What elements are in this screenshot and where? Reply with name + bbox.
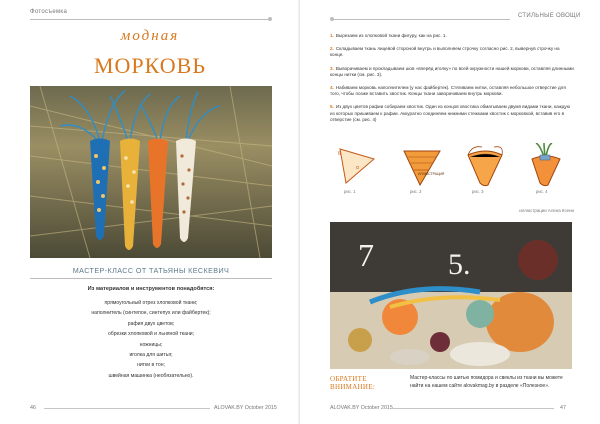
- dim-label: 6: [338, 151, 341, 157]
- step-item: 1. Вырезаем из хлопковой ткани фигуру, как на рис. 1.: [330, 33, 447, 38]
- materials-list: [30, 298, 272, 381]
- figure-caption: рис. 1: [344, 189, 356, 194]
- angle-label: α: [356, 165, 359, 171]
- footer-rule: [392, 408, 554, 409]
- list-item: прямоугольный отрез хлопковой ткани;: [104, 300, 198, 306]
- title-big: МОРКОВЬ: [93, 53, 206, 78]
- carrots-photo: [30, 86, 272, 258]
- header-rule: [30, 19, 270, 20]
- illustration-credit: иллюстрации Алена Ксени: [519, 208, 574, 213]
- list-item: иголка для шитья;: [129, 352, 173, 359]
- chalk-number: 7: [358, 237, 374, 273]
- list-item: обрезки хлопковой и льняной ткани;: [107, 331, 195, 338]
- note-text: Мастер-классы по шитью помидора и свеклы из ткани вы можете найти на нашем сайте alovakmag.by в разделе «Полезное».: [410, 375, 563, 389]
- steps-list: [330, 33, 574, 130]
- list-item: рафия двух цветов;: [127, 320, 175, 327]
- step-item: 4. Набиваем морковь наполнителем (у нас файбертек). Стягиваем нитки, оставляя небольшое отверстие для того, чтобы позже вставить хвостик. Концы ткани заворачиваем внутрь моркови.: [330, 85, 566, 97]
- step-item: 3. Выворачиваем и прокладываем шов «вперёд иголку» по всей окружности нашей моркови, оставляя длинными концы нитки (см. рис. 3).: [330, 65, 574, 77]
- figure-1: [334, 143, 390, 195]
- list-item: нитки в тон;: [137, 362, 165, 369]
- list-item: швейная машинка (необязательно).: [108, 372, 194, 379]
- illustration-label: ИЛЛЮСТРАЦИЯ: [418, 172, 445, 176]
- section-label: Фотосъемка: [30, 9, 68, 15]
- master-class-title: МАСТЕР-КЛАСС ОТ ТАТЬЯНЫ КЕСКЕВИЧ: [72, 266, 230, 275]
- chalk-number: 5.: [448, 248, 471, 281]
- title-small: модная: [120, 28, 180, 44]
- figure-caption: рис. 4: [536, 189, 548, 194]
- divider: [30, 278, 272, 279]
- magazine-name: ALOVAK.BY October 2015: [330, 405, 393, 411]
- figure-2: [396, 143, 452, 195]
- right-page: [300, 0, 600, 424]
- header-dot: [268, 17, 272, 21]
- figure-caption: рис. 2: [410, 189, 422, 194]
- header-rule: [334, 19, 510, 20]
- note-title: ОБРАТИТЕ ВНИМАНИЕ:: [330, 375, 376, 391]
- page-number: 46: [30, 405, 36, 411]
- step-item: 5. Из двух цветов рафии собираем хвостик. Один из концов хвостика обматываем двумя видами ткани, каждую из которых пришиваем к рафии. Аккуратно соединяем нижними стежками хвостик с морковкой, вставив его в отверстие (см. рис. 4): [330, 104, 571, 122]
- step-item: 2. Складываем ткань лицевой стороной внутрь и выполняем строчку согласно рис. 2, вывернув строчку на конце.: [330, 46, 560, 58]
- magazine-name: ALOVAK.BY October 2015: [214, 405, 277, 411]
- page-number: 47: [560, 405, 566, 411]
- list-item: наполнитель (синтепон, синтепух или файбертек);: [91, 310, 211, 317]
- figure-caption: рис. 3: [472, 189, 484, 194]
- section-label: СТИЛЬНЫЕ ОВОЩИ: [518, 13, 581, 19]
- vegetables-photo: [330, 222, 572, 369]
- materials-heading: Из материалов и инструментов понадобятся:: [87, 286, 215, 292]
- footer-rule: [44, 408, 210, 409]
- figure-3: [458, 143, 514, 195]
- list-item: ножницы;: [139, 341, 163, 348]
- figure-4: [518, 143, 574, 195]
